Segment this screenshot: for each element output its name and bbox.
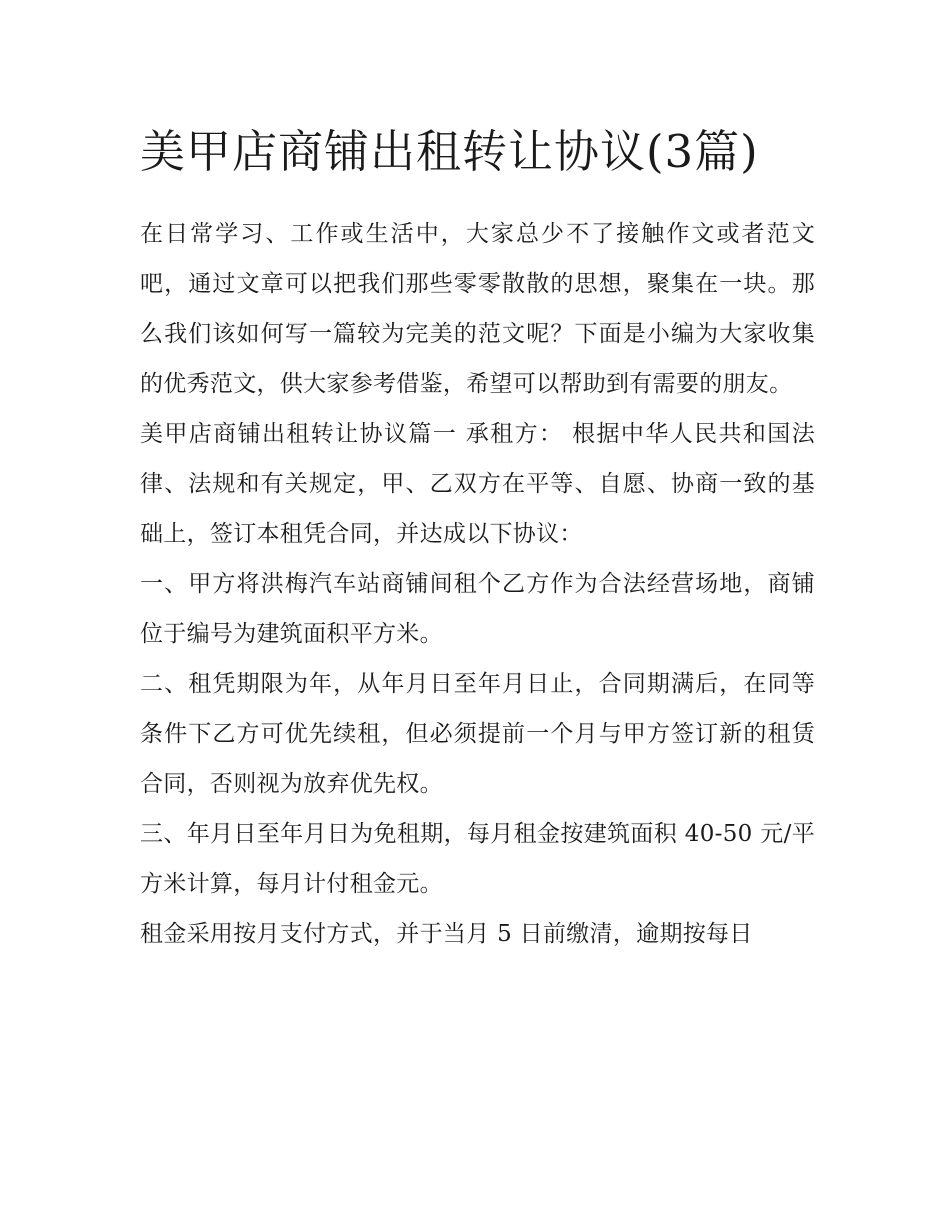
paragraph-clause-1: 一、甲方将洪梅汽车站商铺间租个乙方作为合法经营场地，商铺位于编号为建筑面积平方米。: [140, 571, 815, 647]
paragraph-agreement-opening: 美甲店商铺出租转让协议篇一 承租方： 根据中华人民共和国法律、法规和有关规定，甲、乙双方在平等、自愿、协商一致的基础上，签订本租凭合同，并达成以下协议：: [140, 421, 815, 547]
paragraph-clause-3: 三、年月日至年月日为免租期，每月租金按建筑面积 40-50 元/平方米计算，每月计付租金元。: [140, 821, 815, 897]
document-body: [140, 209, 815, 959]
paragraph-intro: 在日常学习、工作或生活中，大家总少不了接触作文或者范文吧，通过文章可以把我们那些零零散散的思想，聚集在一块。那么我们该如何写一篇较为完美的范文呢？下面是小编为大家收集的优秀范文，供大家参考借鉴，希望可以帮助到有需要的朋友。: [140, 221, 815, 397]
document-title: 美甲店商铺出租转让协议(3篇): [140, 125, 759, 178]
paragraph-clause-2: 二、租凭期限为年，从年月日至年月日止，合同期满后，在同等条件下乙方可优先续租，但必须提前一个月与甲方签订新的租赁合同，否则视为放弃优先权。: [140, 671, 815, 797]
paragraph-rent-payment: 租金采用按月支付方式，并于当月 5 日前缴清，逾期按每日: [140, 921, 753, 947]
document-page: [140, 112, 815, 959]
